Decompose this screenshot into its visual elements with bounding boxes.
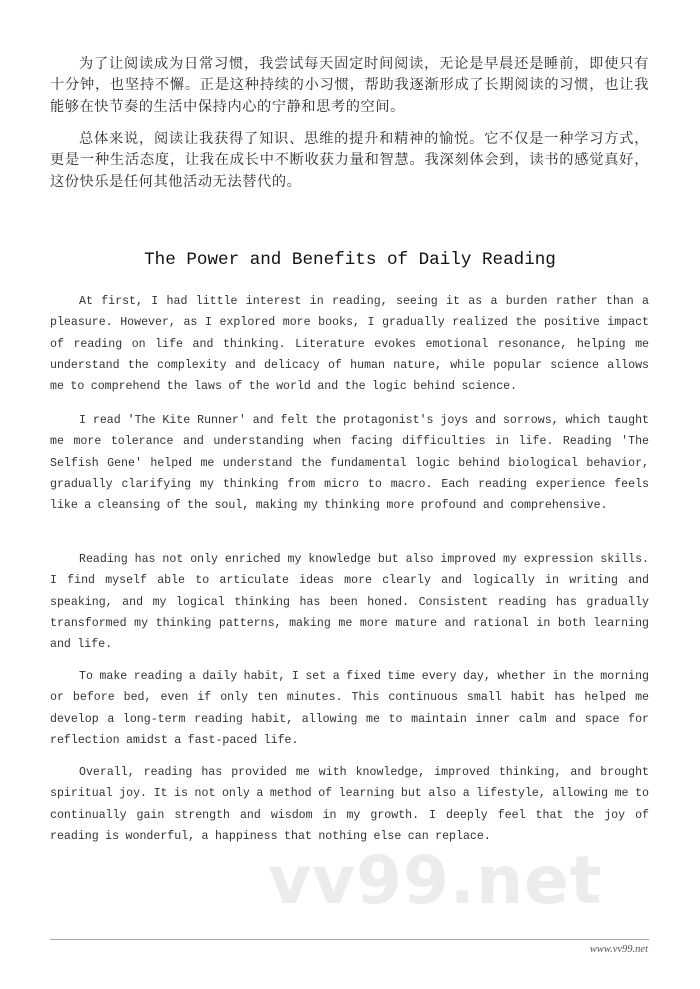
english-paragraph-habit: To make reading a daily habit, I set a fixed time every day, whether in the morning or before bed, even if only ten minutes. This continuous small habit has helped me develop a long-term reading habit, allowing me to maintain inner calm and space for reflection amidst a fast-paced life.	[50, 670, 649, 747]
chinese-paragraph-habit: 为了让阅读成为日常习惯，我尝试每天固定时间阅读，无论是早晨还是睡前，即使只有十分钟，也坚持不懈。正是这种持续的小习惯，帮助我逐渐形成了长期阅读的习惯，也让我能够在快节奏的生活中保持内心的宁静和思考的空间。	[50, 56, 649, 115]
watermark: vv99.net	[268, 842, 603, 919]
chinese-paragraph-summary: 总体来说，阅读让我获得了知识、思维的提升和精神的愉悦。它不仅是一种学习方式，更是一种生活态度，让我在成长中不断收获力量和智慧。我深刻体会到，读书的感觉真好，这份快乐是任何其他活动无法替代的。	[50, 131, 649, 190]
english-paragraph-intro: At first, I had little interest in reading, seeing it as a burden rather than a pleasure. However, as I explored more books, I gradually realized the positive impact of reading on life and thinking. Literature evokes emotional resonance, helping me understand the complexity and delicacy of human nature, while popular science allows me to comprehend the laws of the world and the logic behind science.	[50, 295, 649, 394]
english-paragraph-skills: Reading has not only enriched my knowledge but also improved my expression skills. I find myself able to articulate ideas more clearly and logically in writing and speaking, and my logical thinking has been honed. Consistent reading has gradually transformed my thinking patterns, making me more mature and rational in both learning and life.	[50, 553, 649, 652]
page-title: The Power and Benefits of Daily Reading	[144, 250, 556, 270]
footer-url: www.vv99.net	[589, 944, 648, 955]
english-paragraph-conclusion: Overall, reading has provided me with knowledge, improved thinking, and brought spiritual joy. It is not only a method of learning but also a lifestyle, allowing me to continually gain strength and wisdom in my growth. I deeply feel that the joy of reading is wonderful, a happiness that nothing else can replace.	[50, 766, 649, 843]
footer-divider	[50, 939, 649, 940]
english-paragraph-books: I read 'The Kite Runner' and felt the protagonist's joys and sorrows, which taught me more tolerance and understanding when facing difficulties in life. Reading 'The Selfish Gene' helped me understand the fundamental logic behind biological behavior, gradually clarifying my thinking from micro to macro. Each reading experience feels like a cleansing of the soul, making my thinking more profound and comprehensive.	[50, 414, 649, 513]
